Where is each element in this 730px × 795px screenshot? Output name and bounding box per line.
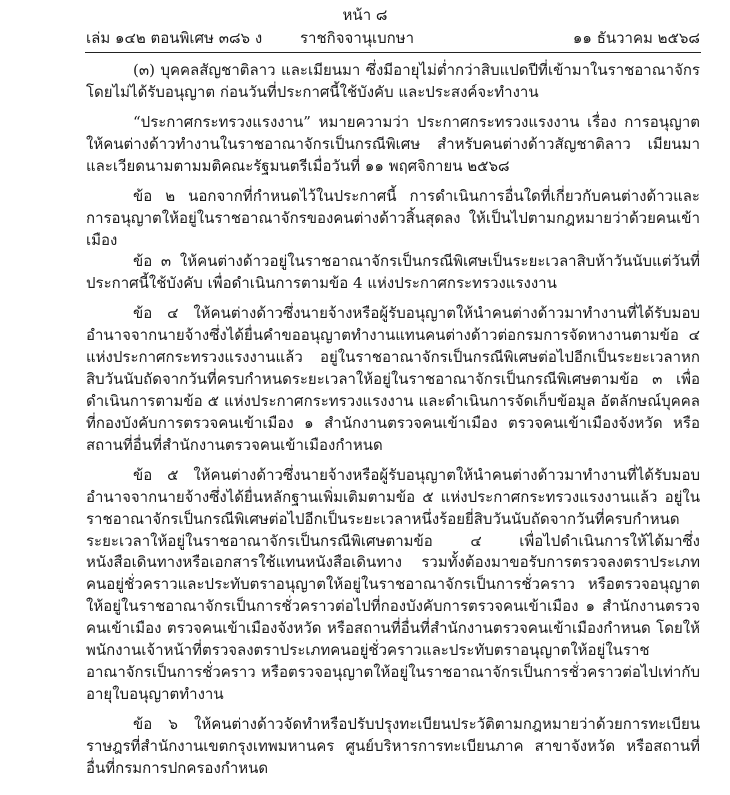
publication-date: ๑๑ ธันวาคม ๒๕๖๘ [572, 29, 700, 47]
document-body [86, 60, 700, 788]
paragraph-clause-6: ข้อ ๖ ให้คนต่างด้าวจัดทำหรือปรับปรุงทะเบียนประวัติตามกฎหมายว่าด้วยการทะเบียนราษฎรที่สำนักงานเขตกรุงเทพมหานคร ศูนย์บริหารการทะเบียนภาค สาขาจังหวัด หรือสถานที่อื่นที่กรมการปกครองกำหนด [86, 714, 700, 777]
paragraph-clause-4: ข้อ ๔ ให้คนต่างด้าวซึ่งนายจ้างหรือผู้รับอนุญาตให้นำคนต่างด้าวมาทำงานที่ได้รับมอบอำนาจจากนายจ้างซึ่งได้ยื่นคำขออนุญาตทำงานแทนคนต่างด้าวต่อกรมการจัดหางานตามข้อ ๔ แห่งประกาศกระทรวงแรงงานแล้ว อยู่ในราชอาณาจักรเป็นกรณีพิเศษต่อไปอีกเป็นระยะเวลาหกสิบวันนับถัดจากวันที่ครบกำหนดระยะเวลาให้อยู่ในราชอาณาจักรเป็นกรณีพิเศษตามข้อ ๓ เพื่อดำเนินการตามข้อ ๕ แห่งประกาศกระทรวงแรงงาน และดำเนินการจัดเก็บข้อมูล อัตลักษณ์บุคคลที่กองบังคับการตรวจคนเข้าเมือง ๑ สำนักงานตรวจคนเข้าเมือง ตรวจคนเข้าเมืองจังหวัด หรือสถานที่อื่นที่สำนักงานตรวจคนเข้าเมืองกำหนด [86, 304, 700, 454]
publication-name: ราชกิจจานุเบกษา [300, 29, 415, 47]
page-number: หน้า ๘ [342, 6, 388, 24]
volume-issue: เล่ม ๑๔๒ ตอนพิเศษ ๓๘๖ ง [86, 29, 263, 47]
header-divider [85, 52, 701, 53]
paragraph-clause-5: ข้อ ๕ ให้คนต่างด้าวซึ่งนายจ้างหรือผู้รับอนุญาตให้นำคนต่างด้าวมาทำงานที่ได้รับมอบอำนาจจากนายจ้างซึ่งได้ยื่นหลักฐานเพิ่มเติมตามข้อ ๕ แห่งประกาศกระทรวงแรงงานแล้ว อยู่ในราชอาณาจักรเป็นกรณีพิเศษต่อไปอีกเป็นระยะเวลาหนึ่งร้อยยี่สิบวันนับถัดจากวันที่ครบกำหนดระยะเวลาให้อยู่ในราชอาณาจักรเป็นกรณีพิเศษตามข้อ ๔ เพื่อไปดำเนินการให้ได้มาซึ่งหนังสือเดินทางหรือเอกสารใช้แทนหนังสือเดินทาง รวมทั้งต้องมาขอรับการตรวจลงตราประเภทคนอยู่ชั่วคราวและประทับตราอนุญาตให้อยู่ในราชอาณาจักรเป็นการชั่วคราว หรือตรวจอนุญาตให้อยู่ในราชอาณาจักรเป็นการชั่วคราวต่อไปที่กองบังคับการตรวจคนเข้าเมือง ๑ สำนักงานตรวจคนเข้าเมือง ตรวจคนเข้าเมืองจังหวัด หรือสถานที่อื่นที่สำนักงานตรวจคนเข้าเมืองกำหนด โดยให้พนักงานเจ้าหน้าที่ตรวจลงตราประเภทคนอยู่ชั่วคราวและประทับตราอนุญาตให้อยู่ในราชอาณาจักรเป็นการชั่วคราว หรือตรวจอนุญาตให้อยู่ในราชอาณาจักรเป็นการชั่วคราวต่อไปเท่ากับอายุใบอนุญาตทำงาน [86, 465, 700, 703]
paragraph-clause-2: ข้อ ๒ นอกจากที่กำหนดไว้ในประกาศนี้ การดำเนินการอื่นใดที่เกี่ยวกับคนต่างด้าวและการอนุญาตให้อยู่ในราชอาณาจักรของคนต่างด้าวสิ้นสุดลง ให้เป็นไปตามกฎหมายว่าด้วยคนเข้าเมือง [86, 186, 700, 249]
gazette-header [86, 28, 700, 48]
paragraph-clause-3: ข้อ ๓ ให้คนต่างด้าวอยู่ในราชอาณาจักรเป็นกรณีพิเศษเป็นระยะเวลาสิบห้าวันนับแต่วันที่ประกาศนี้ใช้บังคับ เพื่อดำเนินการตามข้อ 4 แห่งประกาศกระทรวงแรงงาน [86, 252, 700, 293]
paragraph-definition: “ประกาศกระทรวงแรงงาน” หมายความว่า ประกาศกระทรวงแรงงาน เรื่อง การอนุญาตให้คนต่างด้าวทำงานในราชอาณาจักรเป็นกรณีพิเศษ สำหรับคนต่างด้าวสัญชาติลาว เมียนมา และเวียดนามตามมติคณะรัฐมนตรีเมื่อวันที่ ๑๑ พฤศจิกายน ๒๕๖๘ [86, 112, 700, 175]
paragraph-item-3: (๓) บุคคลสัญชาติลาว และเมียนมา ซึ่งมีอายุไม่ต่ำกว่าสิบแปดปีที่เข้ามาในราชอาณาจักรโดยไม่ได้รับอนุญาต ก่อนวันที่ประกาศนี้ใช้บังคับ และประสงค์จะทำงาน [86, 61, 700, 101]
